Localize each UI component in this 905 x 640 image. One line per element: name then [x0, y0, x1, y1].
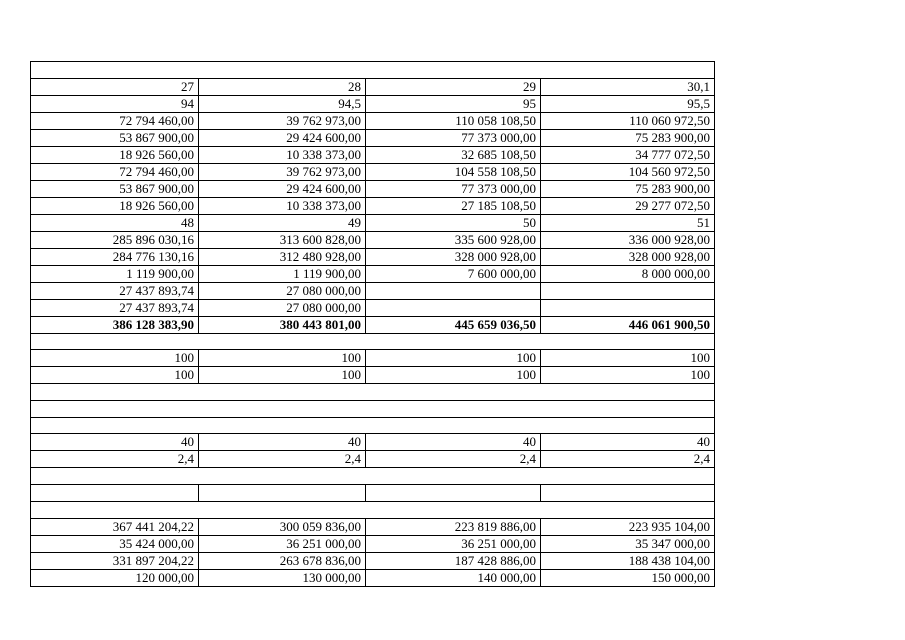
table-row	[31, 282, 715, 299]
table-cell	[541, 282, 715, 299]
table-cell: 335 600 928,00	[366, 231, 541, 248]
table-row	[31, 316, 715, 333]
table-cell: 313 600 828,00	[199, 231, 366, 248]
table-cell: 53 867 900,00	[31, 180, 199, 197]
table-cell: 18 926 560,00	[31, 146, 199, 163]
merged-empty-cell	[31, 384, 715, 401]
table-cell: 130 000,00	[199, 569, 366, 586]
table-cell: 49	[199, 214, 366, 231]
table-cell: 150 000,00	[541, 569, 715, 586]
table-cell: 36 251 000,00	[366, 535, 541, 552]
table-cell: 40	[541, 434, 715, 451]
table-cell: 2,4	[199, 451, 366, 468]
table-cell	[541, 485, 715, 502]
table-cell: 140 000,00	[366, 569, 541, 586]
table-cell: 445 659 036,50	[366, 316, 541, 333]
table-row	[31, 367, 715, 384]
table-cell: 300 059 836,00	[199, 518, 366, 535]
table-cell: 285 896 030,16	[31, 231, 199, 248]
table-cell: 223 819 886,00	[366, 518, 541, 535]
table-cell: 40	[31, 434, 199, 451]
table-row	[31, 146, 715, 163]
table-cell	[541, 299, 715, 316]
table-cell: 336 000 928,00	[541, 231, 715, 248]
table-cell: 284 776 130,16	[31, 248, 199, 265]
table-row	[31, 197, 715, 214]
table-cell: 39 762 973,00	[199, 163, 366, 180]
table-row	[31, 518, 715, 535]
table-cell: 104 558 108,50	[366, 163, 541, 180]
table-cell	[199, 485, 366, 502]
table-cell: 10 338 373,00	[199, 146, 366, 163]
table-cell: 75 283 900,00	[541, 129, 715, 146]
table-cell: 30,1	[541, 78, 715, 95]
table-cell: 386 128 383,90	[31, 316, 199, 333]
table-cell: 36 251 000,00	[199, 535, 366, 552]
table-row	[31, 112, 715, 129]
table-cell: 94	[31, 95, 199, 112]
table-cell: 1 119 900,00	[31, 265, 199, 282]
data-table	[30, 61, 715, 587]
table-row	[31, 248, 715, 265]
table-cell: 1 119 900,00	[199, 265, 366, 282]
table-cell: 29 424 600,00	[199, 129, 366, 146]
table-cell: 100	[366, 367, 541, 384]
table-cell: 39 762 973,00	[199, 112, 366, 129]
table-cell: 110 058 108,50	[366, 112, 541, 129]
table-cell: 51	[541, 214, 715, 231]
table-cell: 312 480 928,00	[199, 248, 366, 265]
table-cell: 446 061 900,50	[541, 316, 715, 333]
table-cell: 27 080 000,00	[199, 282, 366, 299]
table-cell: 380 443 801,00	[199, 316, 366, 333]
table-cell: 27 437 893,74	[31, 282, 199, 299]
table-cell: 72 794 460,00	[31, 163, 199, 180]
table-cell: 40	[199, 434, 366, 451]
table-cell: 328 000 928,00	[541, 248, 715, 265]
table-cell: 34 777 072,50	[541, 146, 715, 163]
table-row	[31, 552, 715, 569]
table-row	[31, 95, 715, 112]
table-cell	[366, 485, 541, 502]
table-cell: 187 428 886,00	[366, 552, 541, 569]
table-cell: 2,4	[541, 451, 715, 468]
table-cell: 29 277 072,50	[541, 197, 715, 214]
table-cell: 40	[366, 434, 541, 451]
table-row	[31, 569, 715, 586]
merged-empty-cell	[31, 501, 715, 518]
table-cell: 2,4	[366, 451, 541, 468]
table-cell: 77 373 000,00	[366, 129, 541, 146]
table-row	[31, 501, 715, 518]
table-cell: 29	[366, 78, 541, 95]
table-cell: 72 794 460,00	[31, 112, 199, 129]
table-cell: 110 060 972,50	[541, 112, 715, 129]
merged-empty-cell	[31, 333, 715, 350]
table-cell: 2,4	[31, 451, 199, 468]
table-cell: 27 185 108,50	[366, 197, 541, 214]
table-cell: 35 347 000,00	[541, 535, 715, 552]
table-row	[31, 401, 715, 418]
table-row	[31, 265, 715, 282]
table-row	[31, 535, 715, 552]
table-row	[31, 129, 715, 146]
table-cell: 32 685 108,50	[366, 146, 541, 163]
table-cell	[366, 282, 541, 299]
table-cell: 27 080 000,00	[199, 299, 366, 316]
table-row	[31, 62, 715, 79]
table-row	[31, 78, 715, 95]
table-row	[31, 299, 715, 316]
table-cell: 95,5	[541, 95, 715, 112]
table-row	[31, 163, 715, 180]
table-cell: 95	[366, 95, 541, 112]
table-cell: 263 678 836,00	[199, 552, 366, 569]
table-cell: 188 438 104,00	[541, 552, 715, 569]
table-cell: 18 926 560,00	[31, 197, 199, 214]
table-row	[31, 180, 715, 197]
table-cell: 50	[366, 214, 541, 231]
merged-empty-cell	[31, 401, 715, 418]
table-cell: 8 000 000,00	[541, 265, 715, 282]
table-cell: 27 437 893,74	[31, 299, 199, 316]
table-row	[31, 451, 715, 468]
table-row	[31, 384, 715, 401]
table-cell: 28	[199, 78, 366, 95]
table-row	[31, 434, 715, 451]
table-cell: 328 000 928,00	[366, 248, 541, 265]
table-cell: 77 373 000,00	[366, 180, 541, 197]
table-row	[31, 333, 715, 350]
merged-empty-cell	[31, 417, 715, 434]
table-row	[31, 417, 715, 434]
table-cell: 27	[31, 78, 199, 95]
table-cell: 94,5	[199, 95, 366, 112]
table-cell: 120 000,00	[31, 569, 199, 586]
table-row	[31, 485, 715, 502]
data-table-body	[31, 62, 715, 587]
table-cell	[31, 485, 199, 502]
table-cell: 223 935 104,00	[541, 518, 715, 535]
table-cell: 48	[31, 214, 199, 231]
table-cell: 29 424 600,00	[199, 180, 366, 197]
table-cell: 104 560 972,50	[541, 163, 715, 180]
table-row	[31, 350, 715, 367]
table-cell: 7 600 000,00	[366, 265, 541, 282]
table-row	[31, 231, 715, 248]
table-cell: 75 283 900,00	[541, 180, 715, 197]
table-cell: 100	[199, 350, 366, 367]
table-cell: 100	[31, 367, 199, 384]
table-cell: 100	[31, 350, 199, 367]
table-cell: 100	[541, 350, 715, 367]
merged-empty-cell	[31, 62, 715, 79]
table-row	[31, 214, 715, 231]
table-cell: 10 338 373,00	[199, 197, 366, 214]
table-cell	[366, 299, 541, 316]
table-cell: 53 867 900,00	[31, 129, 199, 146]
table-cell: 100	[199, 367, 366, 384]
table-cell: 331 897 204,22	[31, 552, 199, 569]
table-cell: 100	[366, 350, 541, 367]
table-cell: 100	[541, 367, 715, 384]
table-cell: 35 424 000,00	[31, 535, 199, 552]
table-row	[31, 468, 715, 485]
table-cell: 367 441 204,22	[31, 518, 199, 535]
merged-empty-cell	[31, 468, 715, 485]
